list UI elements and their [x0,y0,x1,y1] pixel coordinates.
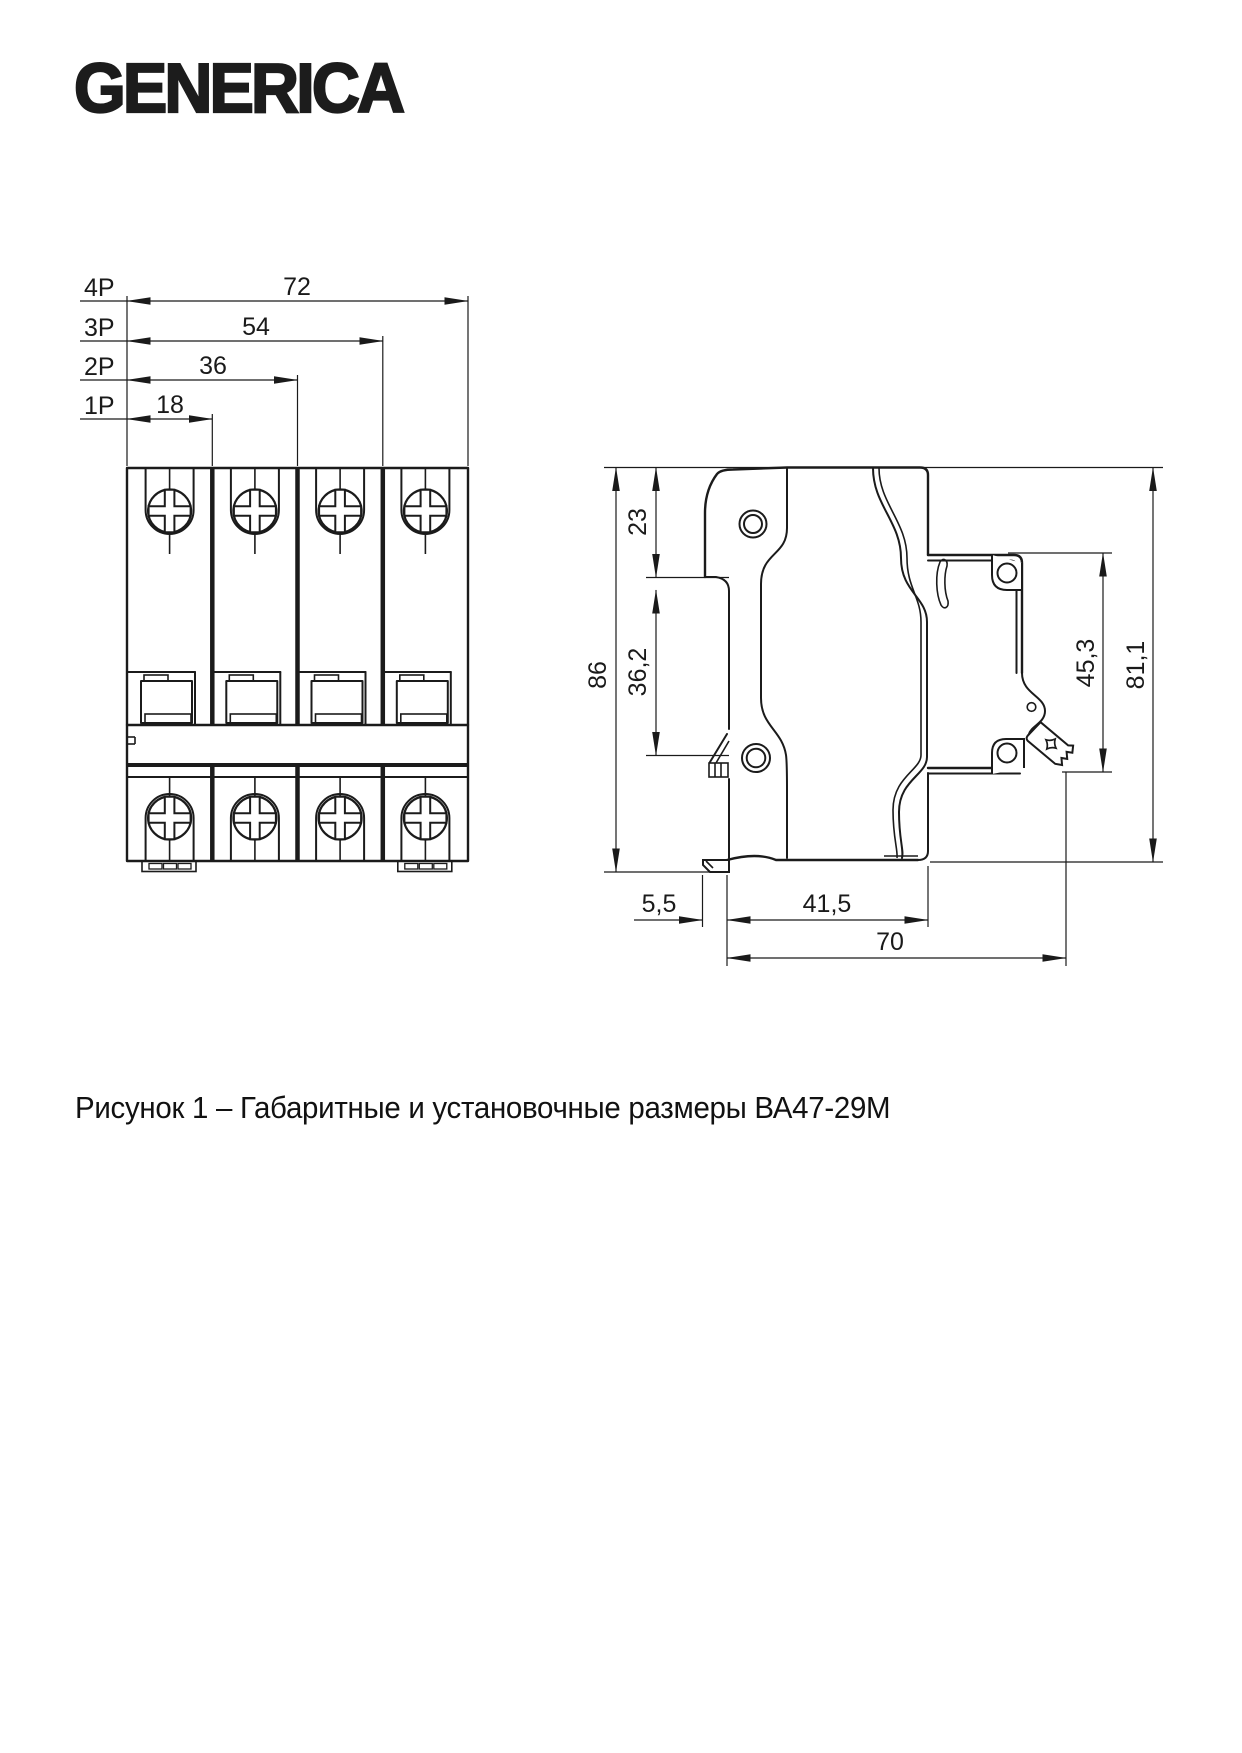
dim-height-86: 86 [584,661,612,689]
dim-step-36-2: 36,2 [624,647,652,697]
pole-module-1 [128,469,195,861]
front-foot [703,860,729,872]
din-claw-bottom [992,739,1024,774]
dim-width-4p: 72 [283,273,311,301]
dim-width-2p: 36 [199,352,227,380]
front-view-dimensions [80,273,468,466]
din-latch-slider [1025,719,1076,768]
pole-module-4 [384,469,451,861]
pole-module-3 [299,469,366,861]
brand-logo: GENERICA [74,49,403,127]
dim-depth-41-5: 41,5 [802,890,852,918]
pole-label-2p: 2P [84,353,115,381]
pole-label-4p: 4P [84,274,115,302]
mount-foot-right [398,861,452,872]
side-view-dimensions [584,468,1163,967]
pole-module-2 [213,469,280,861]
dim-rail-45-3: 45,3 [1072,638,1100,688]
terminal-hole-bottom [742,744,770,772]
vent-slot [937,559,948,607]
pole-label-3p: 3P [84,314,115,342]
din-claw-top [992,555,1022,590]
dim-mount-81-1: 81,1 [1122,640,1150,690]
front-view-breaker [127,468,468,872]
terminal-hole-top [740,511,767,538]
dim-width-1p: 18 [156,391,184,419]
pole-label-1p: 1P [84,392,115,420]
figure-caption: Рисунок 1 – Габаритные и установочные размеры ВА47-29М [75,1090,891,1125]
dim-offset-23: 23 [624,508,652,536]
mount-foot-left [142,861,196,872]
side-view-breaker [703,468,1076,873]
dim-foot-5-5: 5,5 [641,890,677,918]
dim-total-depth-70: 70 [876,928,904,956]
dim-width-3p: 54 [242,313,270,341]
